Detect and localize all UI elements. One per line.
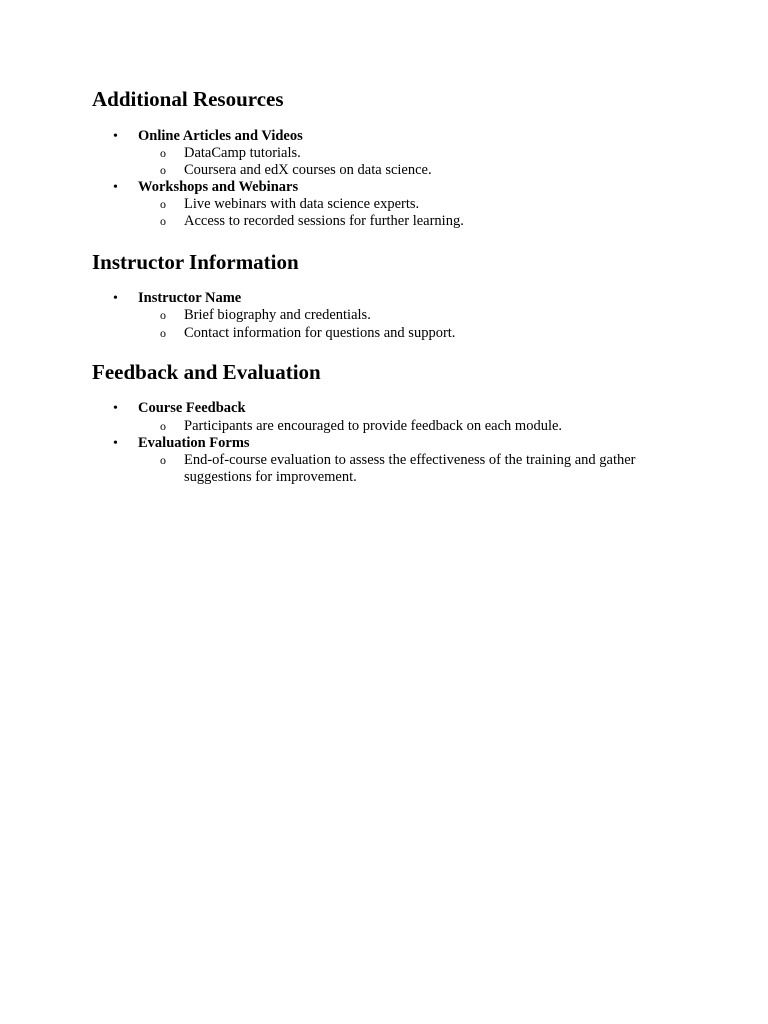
sub-item-text: Contact information for questions and support.: [184, 325, 456, 341]
circle-bullet-icon: o: [160, 326, 166, 340]
circle-bullet-icon: o: [160, 163, 166, 177]
item-label: Online Articles and Videos: [138, 128, 303, 144]
sub-item-text: End-of-course evaluation to assess the effectiveness of the training and gather suggestions for improvement.: [184, 452, 636, 485]
section-heading: Additional Resources: [92, 87, 284, 111]
sub-item-text: Brief biography and credentials.: [184, 307, 371, 323]
bullet-icon: •: [113, 180, 118, 195]
section-heading: Feedback and Evaluation: [92, 360, 321, 384]
bullet-icon: •: [113, 291, 118, 306]
sub-item-text: Coursera and edX courses on data science.: [184, 162, 432, 178]
bullet-icon: •: [113, 436, 118, 451]
sub-item-text: Live webinars with data science experts.: [184, 196, 420, 212]
circle-bullet-icon: o: [160, 453, 166, 467]
section-heading: Instructor Information: [92, 250, 299, 274]
item-label: Course Feedback: [138, 400, 246, 416]
item-label: Instructor Name: [138, 290, 242, 306]
sub-item-text: Access to recorded sessions for further learning.: [184, 213, 464, 229]
item-label: Workshops and Webinars: [138, 179, 299, 195]
bullet-icon: •: [113, 401, 118, 416]
item-label: Evaluation Forms: [138, 435, 250, 451]
circle-bullet-icon: o: [160, 214, 166, 228]
bullet-icon: •: [113, 129, 118, 144]
circle-bullet-icon: o: [160, 146, 166, 160]
circle-bullet-icon: o: [160, 197, 166, 211]
sub-item-text: DataCamp tutorials.: [184, 145, 301, 161]
circle-bullet-icon: o: [160, 419, 166, 433]
circle-bullet-icon: o: [160, 308, 166, 322]
sub-item-text: Participants are encouraged to provide feedback on each module.: [184, 418, 563, 434]
